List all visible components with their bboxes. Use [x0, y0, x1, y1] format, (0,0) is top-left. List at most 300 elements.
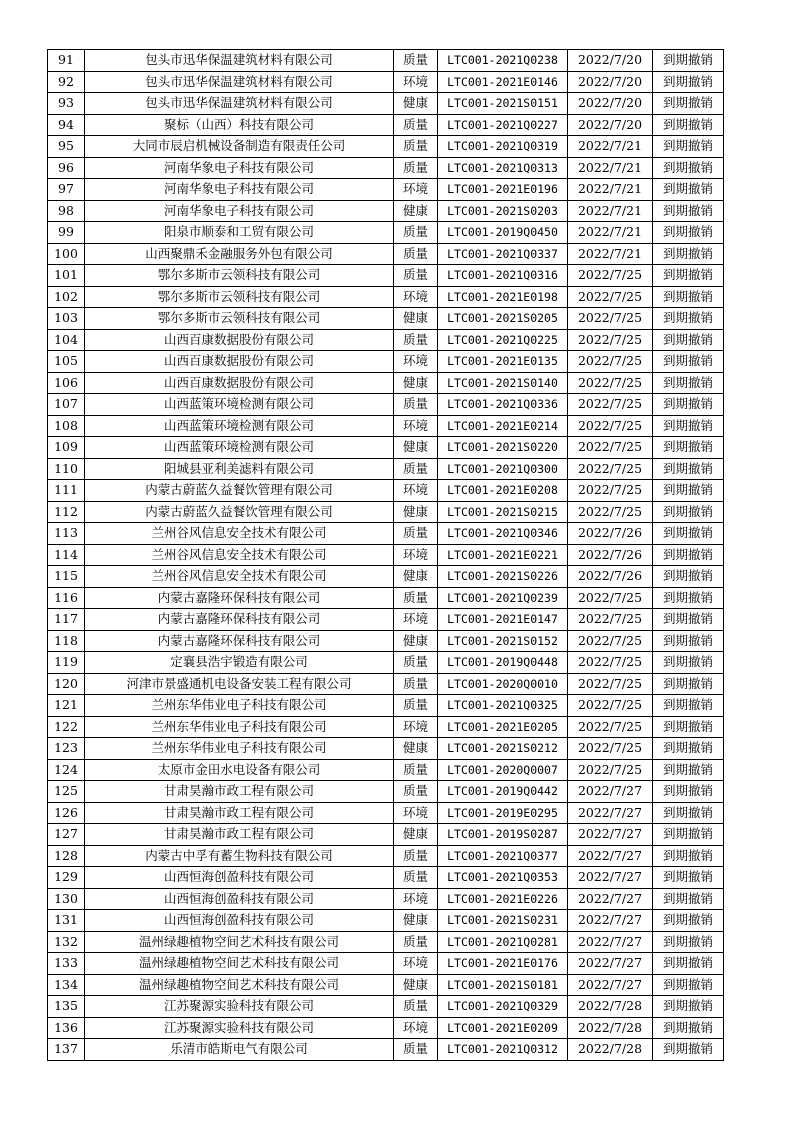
- certification-type: 质量: [394, 1039, 438, 1061]
- certificate-number: LTC001-2019Q0448: [438, 652, 568, 674]
- certification-type: 环境: [394, 480, 438, 502]
- certificate-number: LTC001-2021E0221: [438, 544, 568, 566]
- certificate-number: LTC001-2021S0205: [438, 308, 568, 330]
- revocation-date: 2022/7/26: [568, 523, 653, 545]
- certificate-number: LTC001-2020Q0007: [438, 759, 568, 781]
- certificate-number: LTC001-2021Q0300: [438, 458, 568, 480]
- table-row: [48, 738, 724, 760]
- certification-type: 健康: [394, 501, 438, 523]
- certificate-number: LTC001-2020Q0010: [438, 673, 568, 695]
- certificate-number: LTC001-2021E0208: [438, 480, 568, 502]
- certificate-number: LTC001-2021Q0316: [438, 265, 568, 287]
- company-name: 河南华象电子科技有限公司: [85, 179, 394, 201]
- row-number: 120: [48, 673, 85, 695]
- certification-type: 质量: [394, 222, 438, 244]
- revocation-date: 2022/7/20: [568, 50, 653, 72]
- certification-type: 环境: [394, 544, 438, 566]
- certificate-status: 到期撤销: [653, 566, 724, 588]
- table-row: [48, 1039, 724, 1061]
- revocation-date: 2022/7/28: [568, 1039, 653, 1061]
- revocation-date: 2022/7/25: [568, 480, 653, 502]
- company-name: 鄂尔多斯市云领科技有限公司: [85, 308, 394, 330]
- table-row: [48, 931, 724, 953]
- company-name: 甘肃昊瀚市政工程有限公司: [85, 824, 394, 846]
- row-number: 108: [48, 415, 85, 437]
- certificate-number: LTC001-2019E0295: [438, 802, 568, 824]
- certification-type: 质量: [394, 265, 438, 287]
- row-number: 125: [48, 781, 85, 803]
- row-number: 115: [48, 566, 85, 588]
- certificate-status: 到期撤销: [653, 415, 724, 437]
- certificate-status: 到期撤销: [653, 329, 724, 351]
- revocation-date: 2022/7/25: [568, 609, 653, 631]
- revocation-date: 2022/7/25: [568, 372, 653, 394]
- certificate-number: LTC001-2021S0181: [438, 974, 568, 996]
- certificate-number: LTC001-2021Q0227: [438, 114, 568, 136]
- certification-type: 质量: [394, 867, 438, 889]
- company-name: 兰州谷风信息安全技术有限公司: [85, 544, 394, 566]
- table-row: [48, 394, 724, 416]
- certificate-number: LTC001-2021E0146: [438, 71, 568, 93]
- certification-type: 环境: [394, 1017, 438, 1039]
- certification-type: 质量: [394, 673, 438, 695]
- company-name: 包头市迅华保温建筑材料有限公司: [85, 93, 394, 115]
- table-row: [48, 480, 724, 502]
- company-name: 山西聚鼎禾金融服务外包有限公司: [85, 243, 394, 265]
- certificate-status: 到期撤销: [653, 308, 724, 330]
- revocation-date: 2022/7/25: [568, 652, 653, 674]
- company-name: 包头市迅华保温建筑材料有限公司: [85, 50, 394, 72]
- certification-type: 健康: [394, 910, 438, 932]
- certificate-status: 到期撤销: [653, 931, 724, 953]
- certificate-number: LTC001-2021Q0313: [438, 157, 568, 179]
- certificate-number: LTC001-2021E0205: [438, 716, 568, 738]
- row-number: 117: [48, 609, 85, 631]
- certificate-status: 到期撤销: [653, 544, 724, 566]
- certificate-number: LTC001-2021Q0329: [438, 996, 568, 1018]
- company-name: 兰州谷风信息安全技术有限公司: [85, 566, 394, 588]
- company-name: 鄂尔多斯市云领科技有限公司: [85, 265, 394, 287]
- revocation-date: 2022/7/27: [568, 824, 653, 846]
- company-name: 河南华象电子科技有限公司: [85, 157, 394, 179]
- table-row: [48, 587, 724, 609]
- certificate-status: 到期撤销: [653, 759, 724, 781]
- revocation-date: 2022/7/25: [568, 716, 653, 738]
- certification-type: 环境: [394, 888, 438, 910]
- certification-type: 质量: [394, 996, 438, 1018]
- revocation-date: 2022/7/27: [568, 931, 653, 953]
- row-number: 121: [48, 695, 85, 717]
- row-number: 105: [48, 351, 85, 373]
- certificate-status: 到期撤销: [653, 824, 724, 846]
- revocation-date: 2022/7/26: [568, 566, 653, 588]
- row-number: 101: [48, 265, 85, 287]
- certification-type: 健康: [394, 566, 438, 588]
- certificate-status: 到期撤销: [653, 974, 724, 996]
- certificate-status: 到期撤销: [653, 157, 724, 179]
- company-name: 温州绿趣植物空间艺术科技有限公司: [85, 974, 394, 996]
- revocation-date: 2022/7/21: [568, 136, 653, 158]
- row-number: 96: [48, 157, 85, 179]
- revocation-date: 2022/7/20: [568, 93, 653, 115]
- table-row: [48, 544, 724, 566]
- certification-type: 环境: [394, 415, 438, 437]
- certificate-status: 到期撤销: [653, 738, 724, 760]
- table-row: [48, 114, 724, 136]
- certificate-number: LTC001-2021E0226: [438, 888, 568, 910]
- certificate-number: LTC001-2021Q0346: [438, 523, 568, 545]
- revocation-date: 2022/7/25: [568, 695, 653, 717]
- certificate-status: 到期撤销: [653, 953, 724, 975]
- company-name: 太原市金田水电设备有限公司: [85, 759, 394, 781]
- certificate-status: 到期撤销: [653, 243, 724, 265]
- revocation-date: 2022/7/27: [568, 867, 653, 889]
- revocation-date: 2022/7/25: [568, 415, 653, 437]
- certificate-status: 到期撤销: [653, 265, 724, 287]
- certificate-status: 到期撤销: [653, 716, 724, 738]
- row-number: 102: [48, 286, 85, 308]
- row-number: 113: [48, 523, 85, 545]
- certificate-number: LTC001-2019S0287: [438, 824, 568, 846]
- table-row: [48, 458, 724, 480]
- certification-type: 质量: [394, 931, 438, 953]
- certificate-number: LTC001-2021Q0319: [438, 136, 568, 158]
- company-name: 阳城县亚利美滤料有限公司: [85, 458, 394, 480]
- certificate-number: LTC001-2021Q0325: [438, 695, 568, 717]
- certificate-status: 到期撤销: [653, 652, 724, 674]
- company-name: 兰州谷风信息安全技术有限公司: [85, 523, 394, 545]
- certificate-number: LTC001-2021Q0238: [438, 50, 568, 72]
- row-number: 104: [48, 329, 85, 351]
- certificate-number: LTC001-2019Q0450: [438, 222, 568, 244]
- certificate-number: LTC001-2021E0198: [438, 286, 568, 308]
- certification-type: 质量: [394, 587, 438, 609]
- certificate-status: 到期撤销: [653, 802, 724, 824]
- revocation-date: 2022/7/27: [568, 910, 653, 932]
- certificate-number: LTC001-2021S0231: [438, 910, 568, 932]
- certificate-status: 到期撤销: [653, 136, 724, 158]
- revocation-date: 2022/7/28: [568, 1017, 653, 1039]
- table-row: [48, 351, 724, 373]
- certificate-number: LTC001-2021E0176: [438, 953, 568, 975]
- certification-type: 健康: [394, 93, 438, 115]
- table-row: [48, 716, 724, 738]
- certificate-number: LTC001-2021Q0281: [438, 931, 568, 953]
- revocation-date: 2022/7/25: [568, 738, 653, 760]
- certification-type: 质量: [394, 652, 438, 674]
- revocation-date: 2022/7/25: [568, 587, 653, 609]
- row-number: 94: [48, 114, 85, 136]
- certificate-status: 到期撤销: [653, 888, 724, 910]
- row-number: 97: [48, 179, 85, 201]
- certificate-number: LTC001-2021S0152: [438, 630, 568, 652]
- certificate-number: LTC001-2021Q0377: [438, 845, 568, 867]
- row-number: 134: [48, 974, 85, 996]
- row-number: 135: [48, 996, 85, 1018]
- table-row: [48, 415, 724, 437]
- row-number: 110: [48, 458, 85, 480]
- row-number: 137: [48, 1039, 85, 1061]
- certification-type: 环境: [394, 609, 438, 631]
- certification-type: 环境: [394, 953, 438, 975]
- row-number: 126: [48, 802, 85, 824]
- table-row: [48, 996, 724, 1018]
- certificate-number: LTC001-2021Q0225: [438, 329, 568, 351]
- certificate-status: 到期撤销: [653, 845, 724, 867]
- revocation-date: 2022/7/21: [568, 200, 653, 222]
- revocation-date: 2022/7/25: [568, 437, 653, 459]
- revocation-date: 2022/7/28: [568, 996, 653, 1018]
- table-row: [48, 824, 724, 846]
- certification-type: 质量: [394, 845, 438, 867]
- company-name: 温州绿趣植物空间艺术科技有限公司: [85, 953, 394, 975]
- company-name: 鄂尔多斯市云领科技有限公司: [85, 286, 394, 308]
- company-name: 内蒙古中孚有蓄生物科技有限公司: [85, 845, 394, 867]
- table-row: [48, 759, 724, 781]
- revocation-date: 2022/7/25: [568, 329, 653, 351]
- company-name: 山西百康数据股份有限公司: [85, 372, 394, 394]
- certificate-number: LTC001-2021S0220: [438, 437, 568, 459]
- row-number: 124: [48, 759, 85, 781]
- row-number: 116: [48, 587, 85, 609]
- certificate-status: 到期撤销: [653, 695, 724, 717]
- company-name: 定襄县浩宇锻造有限公司: [85, 652, 394, 674]
- certificate-status: 到期撤销: [653, 523, 724, 545]
- certificate-status: 到期撤销: [653, 673, 724, 695]
- certificate-status: 到期撤销: [653, 200, 724, 222]
- table-row: [48, 802, 724, 824]
- company-name: 甘肃昊瀚市政工程有限公司: [85, 781, 394, 803]
- row-number: 114: [48, 544, 85, 566]
- revocation-date: 2022/7/21: [568, 157, 653, 179]
- row-number: 99: [48, 222, 85, 244]
- certification-type: 质量: [394, 695, 438, 717]
- company-name: 甘肃昊瀚市政工程有限公司: [85, 802, 394, 824]
- revocation-date: 2022/7/25: [568, 759, 653, 781]
- revocation-date: 2022/7/21: [568, 179, 653, 201]
- company-name: 大同市辰启机械设备制造有限责任公司: [85, 136, 394, 158]
- table-row: [48, 953, 724, 975]
- certificate-status: 到期撤销: [653, 480, 724, 502]
- certificate-number: LTC001-2021E0209: [438, 1017, 568, 1039]
- certificate-number: LTC001-2021E0214: [438, 415, 568, 437]
- table-body: [48, 50, 724, 1061]
- row-number: 129: [48, 867, 85, 889]
- certificate-status: 到期撤销: [653, 458, 724, 480]
- company-name: 阳泉市顺泰和工贸有限公司: [85, 222, 394, 244]
- table-row: [48, 93, 724, 115]
- row-number: 100: [48, 243, 85, 265]
- company-name: 乐清市皓斯电气有限公司: [85, 1039, 394, 1061]
- row-number: 133: [48, 953, 85, 975]
- certification-type: 健康: [394, 437, 438, 459]
- table-row: [48, 437, 724, 459]
- company-name: 内蒙古嘉隆环保科技有限公司: [85, 609, 394, 631]
- table-row: [48, 50, 724, 72]
- table-row: [48, 71, 724, 93]
- certification-type: 健康: [394, 974, 438, 996]
- table-row: [48, 308, 724, 330]
- row-number: 92: [48, 71, 85, 93]
- table-row: [48, 179, 724, 201]
- table-row: [48, 673, 724, 695]
- certificate-status: 到期撤销: [653, 501, 724, 523]
- table-row: [48, 200, 724, 222]
- certificate-status: 到期撤销: [653, 93, 724, 115]
- certification-type: 环境: [394, 286, 438, 308]
- table-row: [48, 329, 724, 351]
- revocation-date: 2022/7/25: [568, 458, 653, 480]
- certificate-status: 到期撤销: [653, 222, 724, 244]
- company-name: 山西蓝策环境检测有限公司: [85, 437, 394, 459]
- certificate-number: LTC001-2021Q0312: [438, 1039, 568, 1061]
- certification-type: 质量: [394, 523, 438, 545]
- certification-type: 环境: [394, 802, 438, 824]
- row-number: 91: [48, 50, 85, 72]
- table-row: [48, 910, 724, 932]
- table-row: [48, 372, 724, 394]
- table-row: [48, 566, 724, 588]
- certificate-status: 到期撤销: [653, 867, 724, 889]
- table-row: [48, 243, 724, 265]
- certification-type: 环境: [394, 71, 438, 93]
- table-row: [48, 286, 724, 308]
- revocation-date: 2022/7/25: [568, 308, 653, 330]
- certification-type: 质量: [394, 157, 438, 179]
- revocation-date: 2022/7/27: [568, 802, 653, 824]
- certificate-number: LTC001-2021E0147: [438, 609, 568, 631]
- certification-type: 质量: [394, 394, 438, 416]
- company-name: 内蒙古嘉隆环保科技有限公司: [85, 630, 394, 652]
- row-number: 131: [48, 910, 85, 932]
- certificate-number: LTC001-2021E0135: [438, 351, 568, 373]
- certificate-status: 到期撤销: [653, 179, 724, 201]
- certificate-number: LTC001-2021S0215: [438, 501, 568, 523]
- certificate-number: LTC001-2021E0196: [438, 179, 568, 201]
- certificate-status: 到期撤销: [653, 1039, 724, 1061]
- table-row: [48, 136, 724, 158]
- certification-type: 质量: [394, 458, 438, 480]
- revocation-date: 2022/7/20: [568, 71, 653, 93]
- certificate-revocation-table: [47, 49, 724, 1061]
- company-name: 内蒙古嘉隆环保科技有限公司: [85, 587, 394, 609]
- revocation-date: 2022/7/21: [568, 222, 653, 244]
- certificate-status: 到期撤销: [653, 996, 724, 1018]
- revocation-date: 2022/7/27: [568, 781, 653, 803]
- certification-type: 质量: [394, 50, 438, 72]
- company-name: 山西蓝策环境检测有限公司: [85, 415, 394, 437]
- table-row: [48, 845, 724, 867]
- certificate-number: LTC001-2019Q0442: [438, 781, 568, 803]
- certification-type: 健康: [394, 308, 438, 330]
- table-row: [48, 695, 724, 717]
- company-name: 山西恒海创盈科技有限公司: [85, 910, 394, 932]
- row-number: 123: [48, 738, 85, 760]
- row-number: 122: [48, 716, 85, 738]
- table-row: [48, 652, 724, 674]
- certificate-number: LTC001-2021Q0337: [438, 243, 568, 265]
- row-number: 98: [48, 200, 85, 222]
- certificate-number: LTC001-2021Q0239: [438, 587, 568, 609]
- revocation-date: 2022/7/27: [568, 974, 653, 996]
- company-name: 山西恒海创盈科技有限公司: [85, 888, 394, 910]
- company-name: 山西蓝策环境检测有限公司: [85, 394, 394, 416]
- company-name: 河南华象电子科技有限公司: [85, 200, 394, 222]
- company-name: 河津市景盛通机电设备安装工程有限公司: [85, 673, 394, 695]
- company-name: 山西百康数据股份有限公司: [85, 329, 394, 351]
- revocation-date: 2022/7/25: [568, 265, 653, 287]
- row-number: 103: [48, 308, 85, 330]
- company-name: 兰州东华伟业电子科技有限公司: [85, 695, 394, 717]
- revocation-date: 2022/7/26: [568, 544, 653, 566]
- row-number: 109: [48, 437, 85, 459]
- certification-type: 质量: [394, 781, 438, 803]
- table-row: [48, 222, 724, 244]
- certificate-status: 到期撤销: [653, 587, 724, 609]
- certificate-number: LTC001-2021Q0336: [438, 394, 568, 416]
- certificate-number: LTC001-2021S0226: [438, 566, 568, 588]
- revocation-date: 2022/7/25: [568, 394, 653, 416]
- row-number: 95: [48, 136, 85, 158]
- revocation-date: 2022/7/27: [568, 953, 653, 975]
- certificate-number: LTC001-2021S0212: [438, 738, 568, 760]
- company-name: 江苏聚源实验科技有限公司: [85, 996, 394, 1018]
- company-name: 温州绿趣植物空间艺术科技有限公司: [85, 931, 394, 953]
- certification-type: 环境: [394, 179, 438, 201]
- revocation-date: 2022/7/25: [568, 351, 653, 373]
- row-number: 118: [48, 630, 85, 652]
- company-name: 内蒙古蔚蓝久益餐饮管理有限公司: [85, 480, 394, 502]
- certificate-status: 到期撤销: [653, 630, 724, 652]
- row-number: 130: [48, 888, 85, 910]
- table-row: [48, 501, 724, 523]
- certification-type: 环境: [394, 716, 438, 738]
- certificate-number: LTC001-2021Q0353: [438, 867, 568, 889]
- certificate-status: 到期撤销: [653, 50, 724, 72]
- certification-type: 健康: [394, 824, 438, 846]
- company-name: 包头市迅华保温建筑材料有限公司: [85, 71, 394, 93]
- table-row: [48, 781, 724, 803]
- certificate-status: 到期撤销: [653, 781, 724, 803]
- table-row: [48, 265, 724, 287]
- revocation-date: 2022/7/27: [568, 888, 653, 910]
- row-number: 128: [48, 845, 85, 867]
- certification-type: 健康: [394, 372, 438, 394]
- row-number: 93: [48, 93, 85, 115]
- revocation-date: 2022/7/20: [568, 114, 653, 136]
- company-name: 山西百康数据股份有限公司: [85, 351, 394, 373]
- row-number: 132: [48, 931, 85, 953]
- certificate-number: LTC001-2021S0203: [438, 200, 568, 222]
- table-row: [48, 523, 724, 545]
- certificate-status: 到期撤销: [653, 71, 724, 93]
- certification-type: 质量: [394, 136, 438, 158]
- certificate-number: LTC001-2021S0151: [438, 93, 568, 115]
- certification-type: 健康: [394, 630, 438, 652]
- certificate-status: 到期撤销: [653, 1017, 724, 1039]
- table-row: [48, 867, 724, 889]
- row-number: 127: [48, 824, 85, 846]
- table-row: [48, 609, 724, 631]
- table-row: [48, 157, 724, 179]
- row-number: 111: [48, 480, 85, 502]
- certificate-status: 到期撤销: [653, 437, 724, 459]
- revocation-date: 2022/7/25: [568, 673, 653, 695]
- table-row: [48, 630, 724, 652]
- table-row: [48, 888, 724, 910]
- table-row: [48, 1017, 724, 1039]
- certificate-status: 到期撤销: [653, 114, 724, 136]
